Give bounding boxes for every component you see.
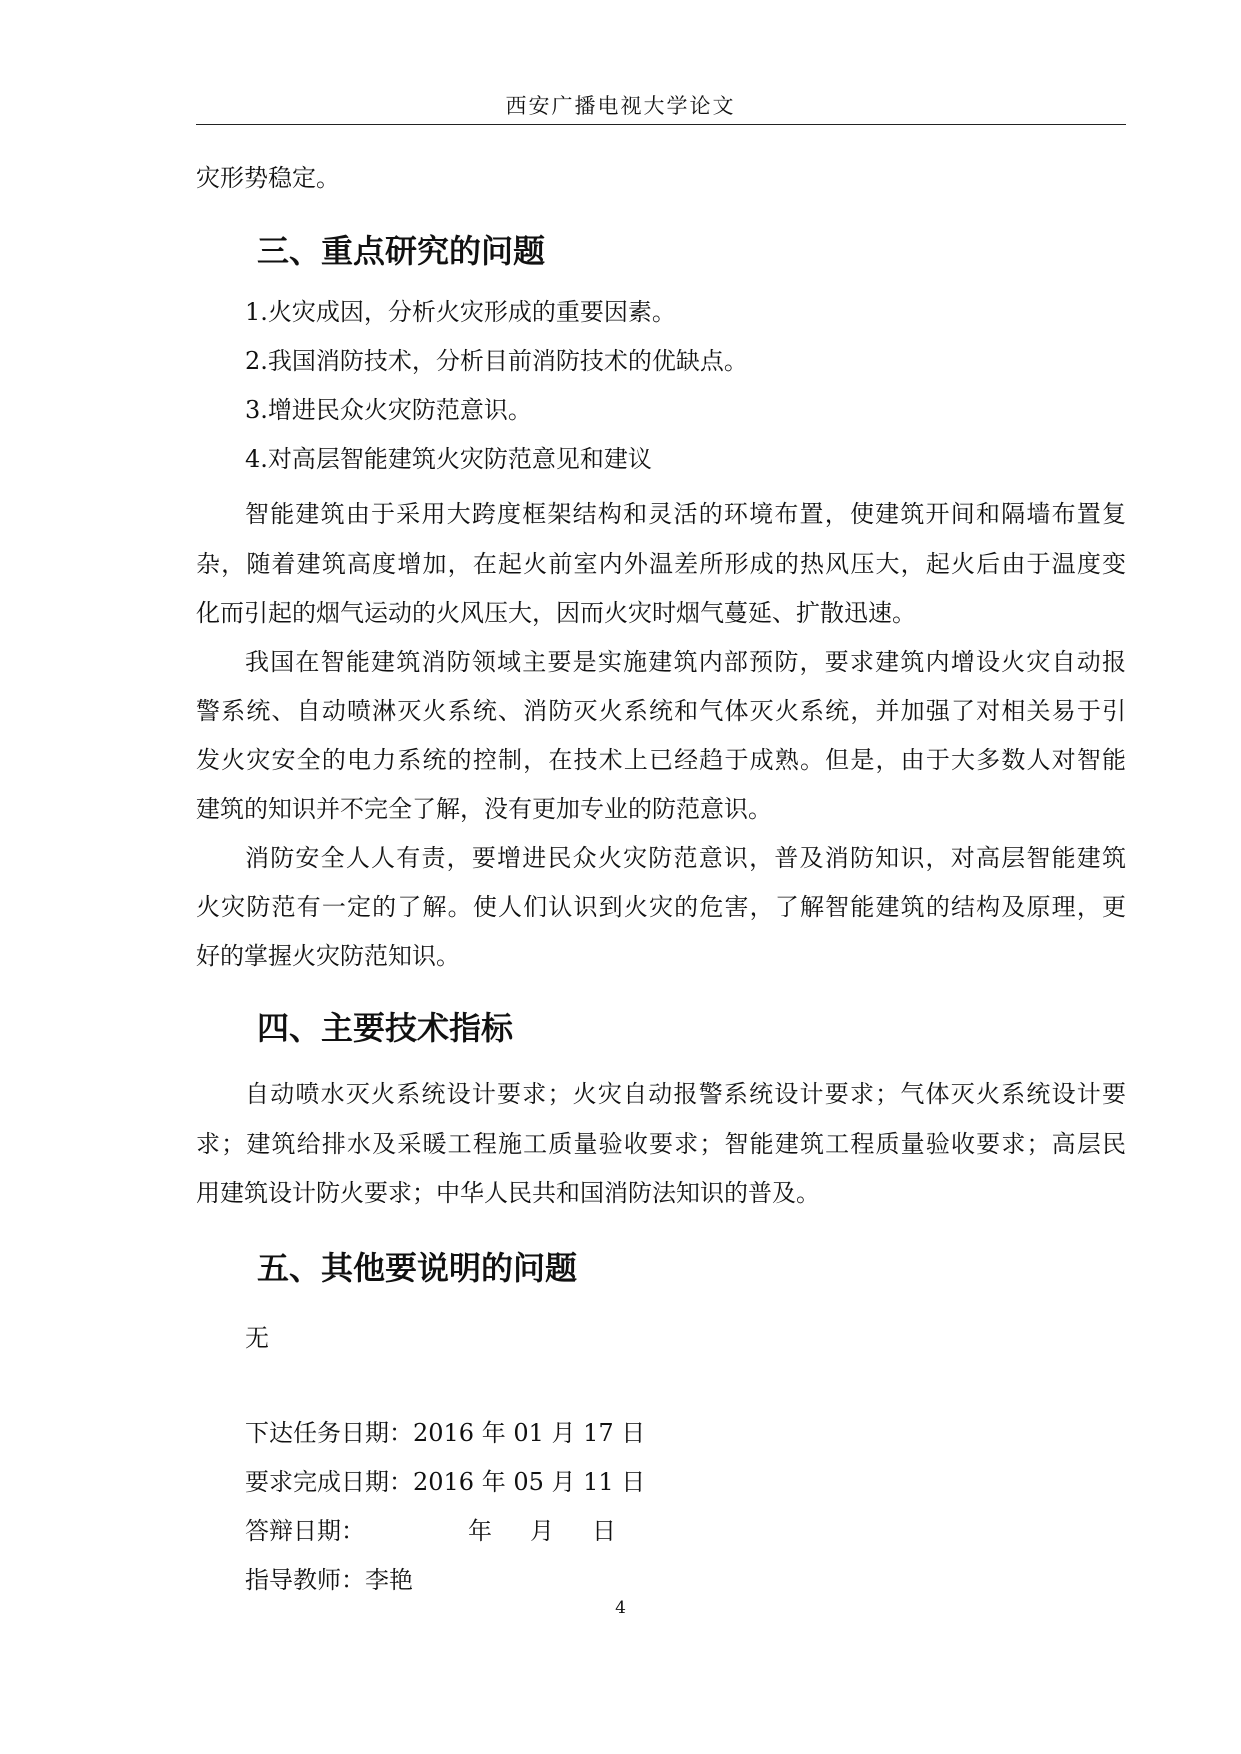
paragraph-line: 发火灾安全的电力系统的控制，在技术上已经趋于成熟。但是，由于大多数人对智能: [196, 746, 1126, 774]
section-5-content: 无: [245, 1324, 269, 1352]
intro-line: 灾形势稳定。: [196, 164, 340, 192]
section-5-heading: 五、其他要说明的问题: [257, 1249, 578, 1287]
paragraph-line: 消防安全人人有责，要增进民众火灾防范意识，普及消防知识，对高层智能建筑: [245, 844, 1126, 872]
defense-month: 月: [530, 1517, 554, 1545]
due-date: 要求完成日期：2016 年 05 月 11 日: [245, 1468, 646, 1496]
list-item: 1.火灾成因，分析火灾形成的重要因素。: [245, 298, 676, 326]
defense-day: 日: [592, 1517, 616, 1545]
list-item: 3.增进民众火灾防范意识。: [245, 396, 532, 424]
issue-date: 下达任务日期：2016 年 01 月 17 日: [245, 1419, 646, 1447]
paragraph-line: 我国在智能建筑消防领域主要是实施建筑内部预防，要求建筑内增设火灾自动报: [245, 648, 1126, 676]
header-title: 西安广播电视大学论文: [505, 94, 736, 118]
advisor: 指导教师：李艳: [245, 1566, 413, 1594]
list-item: 2.我国消防技术，分析目前消防技术的优缺点。: [245, 347, 748, 375]
paragraph-line: 火灾防范有一定的了解。使人们认识到火灾的危害，了解智能建筑的结构及原理，更: [196, 893, 1126, 921]
defense-date-label: 答辩日期：: [245, 1517, 365, 1545]
paragraph-line: 建筑的知识并不完全了解，没有更加专业的防范意识。: [196, 795, 772, 823]
paragraph-line: 自动喷水灭火系统设计要求；火灾自动报警系统设计要求；气体灭火系统设计要: [245, 1080, 1126, 1108]
header-divider: [196, 124, 1126, 125]
paragraph-line: 好的掌握火灾防范知识。: [196, 942, 460, 970]
section-4-heading: 四、主要技术指标: [257, 1009, 514, 1047]
paragraph-line: 智能建筑由于采用大跨度框架结构和灵活的环境布置，使建筑开间和隔墙布置复: [245, 500, 1126, 528]
paragraph-line: 化而引起的烟气运动的火风压大，因而火灾时烟气蔓延、扩散迅速。: [196, 599, 916, 627]
paragraph-line: 杂，随着建筑高度增加，在起火前室内外温差所形成的热风压大，起火后由于温度变: [196, 550, 1126, 578]
page-number: 4: [615, 1598, 626, 1618]
paragraph-line: 用建筑设计防火要求；中华人民共和国消防法知识的普及。: [196, 1179, 820, 1207]
section-3-heading: 三、重点研究的问题: [257, 232, 546, 270]
paragraph-line: 求；建筑给排水及采暖工程施工质量验收要求；智能建筑工程质量验收要求；高层民: [196, 1130, 1126, 1158]
paragraph-line: 警系统、自动喷淋灭火系统、消防灭火系统和气体灭火系统，并加强了对相关易于引: [196, 697, 1126, 725]
list-item: 4.对高层智能建筑火灾防范意见和建议: [245, 445, 652, 473]
defense-year: 年: [468, 1517, 492, 1545]
